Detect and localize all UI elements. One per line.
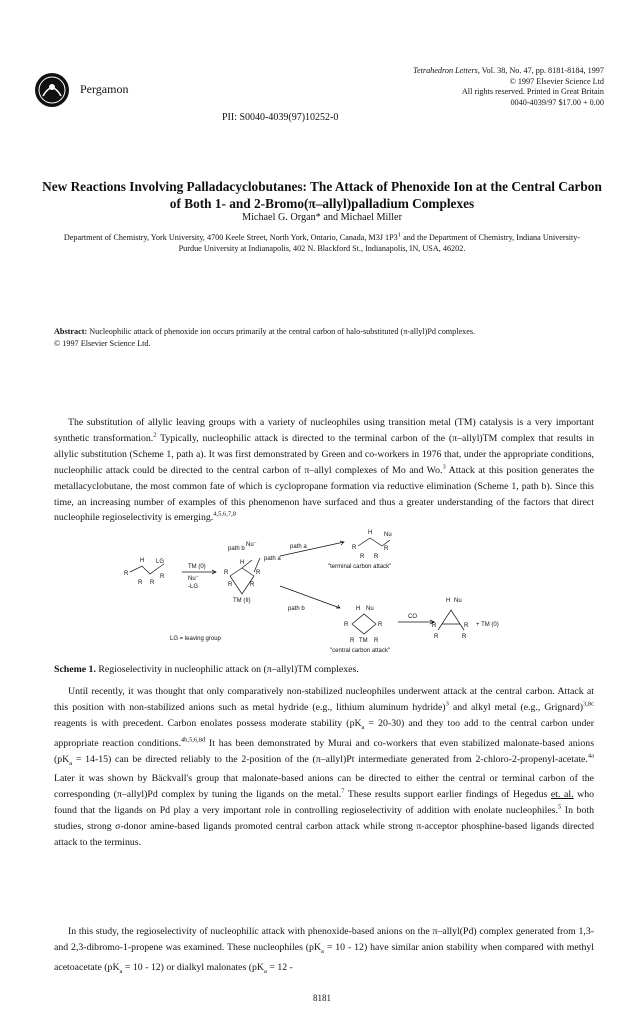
scheme-path-b-label: path b	[288, 606, 305, 612]
scheme-legend: LG = leaving group	[170, 636, 221, 642]
scheme-path-a-label: path a	[290, 544, 307, 550]
p3-sub: a	[321, 947, 324, 955]
p1-text: The substitution of allylic leaving groups with a variety of nucleophiles using transition metal (TM) catalysis is a very important synthetic transformation.	[54, 417, 594, 444]
scheme-r-label: R	[384, 546, 389, 552]
journal-name: Tetrahedron Letters,	[413, 66, 480, 75]
affiliation-text-1: Department of Chemistry, York University, 4700 Keele Street, North York, Ontario, Canada, M3J 1P3	[63, 233, 398, 242]
scheme-nu-label: Nu	[366, 606, 374, 612]
scheme-path-b-label: path b	[228, 546, 245, 552]
scheme-r-label: R	[350, 638, 355, 644]
scheme-h-label: H	[356, 606, 361, 612]
p2-text: and alkyl metal (e.g., Grignard)	[448, 701, 583, 713]
scheme-r-label: R	[256, 570, 261, 576]
p1-text: Attack at this position generates the metallacyclobutane, the most common fate of which is cyclopropane formation via reductive elimination (Scheme 1, path b). Since this time, an increasing number of examples of this phenomenon have surfaced and thus a greater understanding of the factors that direct nucleophile regioselectivity is emerging.	[54, 464, 594, 524]
rights-line: All rights reserved. Printed in Great Britain	[461, 87, 604, 97]
scheme-r-label: R	[344, 622, 349, 628]
scheme-plus-tm0-label: + TM (0)	[476, 622, 499, 628]
p1-text: Typically, nucleophilic attack is directed to the terminal carbon of the (π–allyl)TM complex that results in allylic substitution (Scheme 1, path a). It was first demonstrated by Green and co-workers in 1976 that, under the appropriate conditions, nucleophilic attack could be directed to the central carbon of π–allyl complexes of Mo and Wo.	[54, 432, 594, 476]
p2-ref: 3	[445, 700, 449, 708]
paper-title: New Reactions Involving Palladacyclobutanes: The Attack of Phenoxide Ion at the Central Carbon of Both 1- and 2-Bromo(π–allyl)palladium Complexes	[42, 179, 602, 211]
copyright-line: © 1997 Elsevier Science Ltd	[509, 76, 604, 86]
journal-details: Vol. 38, No. 47, pp. 8181-8184, 1997	[479, 66, 604, 75]
scheme-minus-lg-label: -LG	[188, 584, 199, 590]
scheme-r-label: R	[124, 571, 129, 577]
p1-ref: 2	[153, 431, 157, 439]
scheme-co-label: CO	[408, 614, 417, 620]
p2-text: = 20-30) and they too add to the central carbon under appropriate reaction conditions.	[54, 717, 594, 749]
p3-text: = 10 - 12) or dialkyl malonates (pK	[122, 961, 264, 973]
scheme-r-label: R	[434, 634, 439, 640]
scheme-1-diagram	[120, 528, 540, 660]
p2-text: = 14-15) can be directed reliably to the 2-position of the (π–allyl)Pt intermediate generated from 2-chloro-2-propenyl-acetate.	[72, 753, 588, 765]
scheme-lg-label: LG	[156, 559, 165, 565]
page-number: 8181	[313, 993, 331, 1003]
p3-text: = 12 -	[266, 961, 293, 973]
scheme-r-label: R	[374, 638, 379, 644]
p2-text: These results support earlier findings of Hegedus	[344, 789, 551, 801]
p2-text: Later it was shown by Bäckvall's group that malonate-based anions can be directed to either the central or terminal carbon of the corresponding (π–allyl)Pd complex by tuning the ligands on the metal.	[54, 773, 594, 801]
scheme-r-label: R	[462, 634, 467, 640]
scheme-tm-label: TM	[359, 638, 368, 644]
p2-sub: a	[69, 759, 73, 767]
journal-info	[284, 66, 604, 108]
scheme-tm2-label: TM (II)	[233, 598, 251, 604]
p3-text: In this study, the regioselectivity of nucleophilic attack with phenoxide-based anions on the π–allyl(Pd) complex generated from 1,3- and 2,3-dibromo-1-propene was examined. These nucleophiles (pK	[54, 926, 594, 953]
p1-ref: 4,5,6,7,8	[213, 511, 236, 519]
allyl-start-bonds	[130, 566, 158, 574]
scheme-r-label: R	[464, 623, 469, 629]
body-paragraph-3	[54, 924, 594, 980]
p1-ref: 3	[442, 463, 446, 471]
abstract	[54, 326, 594, 350]
scheme-r-label: R	[374, 554, 379, 560]
scheme-r-label: R	[228, 582, 233, 588]
scheme-nu-top-label: Nu⁻	[246, 542, 257, 548]
arrow-1	[182, 570, 216, 574]
affiliation	[54, 233, 590, 254]
abstract-copyright: © 1997 Elsevier Science Ltd.	[54, 339, 151, 348]
scheme-h-label: H	[240, 560, 245, 566]
p2-etal: et. al.	[550, 789, 574, 801]
p3-sub: a	[119, 967, 123, 975]
p3-sub: a	[264, 967, 267, 975]
scheme-nu-label: Nu	[454, 598, 462, 604]
pi-allyl-bonds	[230, 568, 254, 576]
metallacycle-bonds	[352, 614, 376, 634]
scheme-r-label: R	[432, 623, 437, 629]
caption-label: Scheme 1.	[54, 664, 96, 675]
scheme-r-label: R	[352, 545, 357, 551]
p2-ref: 7	[341, 788, 345, 796]
scheme-path-a-label: path a	[264, 556, 281, 562]
cyclopropane-bonds	[438, 610, 464, 630]
central-attack-label: "central carbon attack"	[330, 648, 390, 654]
p2-ref: 4a	[587, 752, 594, 760]
abstract-label: Abstract:	[54, 327, 88, 336]
caption-text: Regioselectivity in nucleophilic attack on (π–allyl)TM complexes.	[95, 664, 359, 675]
scheme-h-label: H	[140, 558, 145, 564]
arrow-path-b	[280, 586, 340, 608]
scheme-nu-minus-label: Nu⁻	[188, 576, 199, 582]
terminal-attack-label: "terminal carbon attack"	[328, 564, 392, 570]
affiliation-text-2: and the Department of Chemistry, Indiana University-Purdue University at Indianapolis, 402 N. Blackford St., Indianapolis, IN, USA, 46202.	[178, 233, 581, 253]
p2-text: In both studies, strong σ-donor amine-based ligands promoted central carbon attack while strong π-acceptor phosphine-based ligands directed attack to the terminus.	[54, 805, 594, 849]
scheme-r-label: R	[138, 580, 143, 586]
p2-text: It has been demonstrated by Murai and co-workers that even stabilized malonate-based anions (pK	[54, 737, 595, 765]
scheme-nu-label: Nu	[384, 532, 392, 538]
arrow-co	[398, 620, 434, 624]
body-paragraph-2	[54, 684, 594, 851]
author-list: Michael G. Organ* and Michael Miller	[242, 212, 402, 223]
pii-line: PII: S0040-4039(97)10252-0	[222, 112, 339, 123]
abstract-text: Nucleophilic attack of phenoxide ion occurs primarily at the central carbon of halo-substituted (π-allyl)Pd complexes.	[87, 327, 476, 336]
terminal-product-bonds	[358, 538, 390, 546]
p2-text: who found that the ligands on Pd play a very important role in controlling regioselectivity of addition with enolate nucleophiles.	[54, 789, 594, 817]
p2-ref: 5	[557, 803, 562, 811]
scheme-r-label: R	[224, 570, 229, 576]
body-paragraph-1	[54, 415, 594, 526]
scheme-tm0-label: TM (0)	[188, 564, 206, 570]
p2-text: Until recently, it was thought that only comparatively non-stabilized nucleophiles underwent attack at the central carbon. Attack at this position with non-stabilized anions such as metal hydride (e.g., lithium aluminum hydride)	[54, 686, 594, 713]
scheme-r-label: R	[250, 582, 255, 588]
scheme-caption	[54, 664, 594, 675]
pergamon-logo-icon	[34, 72, 70, 108]
p2-text: reagents is with precedent. Carbon enolates possess moderate stability (pK	[54, 717, 362, 729]
p3-text: = 10 - 12) have similar anion stability when compared with methyl acetoacetate (pK	[54, 941, 594, 973]
publisher-name: Pergamon	[80, 82, 129, 96]
scheme-h-label: H	[446, 598, 451, 604]
scheme-r-label: R	[360, 554, 365, 560]
scheme-r-label: R	[160, 574, 165, 580]
p2-sub: a	[361, 723, 365, 731]
p2-ref: 4b,5,6,8d	[180, 736, 206, 744]
scheme-h-label: H	[368, 530, 373, 536]
p2-ref: 3,8c	[582, 700, 594, 708]
scheme-r-label: R	[150, 580, 155, 586]
issn-line: 0040-4039/97 $17.00 + 0.00	[510, 97, 604, 107]
scheme-r-label: R	[378, 622, 383, 628]
affiliation-sup: 1	[397, 231, 402, 239]
